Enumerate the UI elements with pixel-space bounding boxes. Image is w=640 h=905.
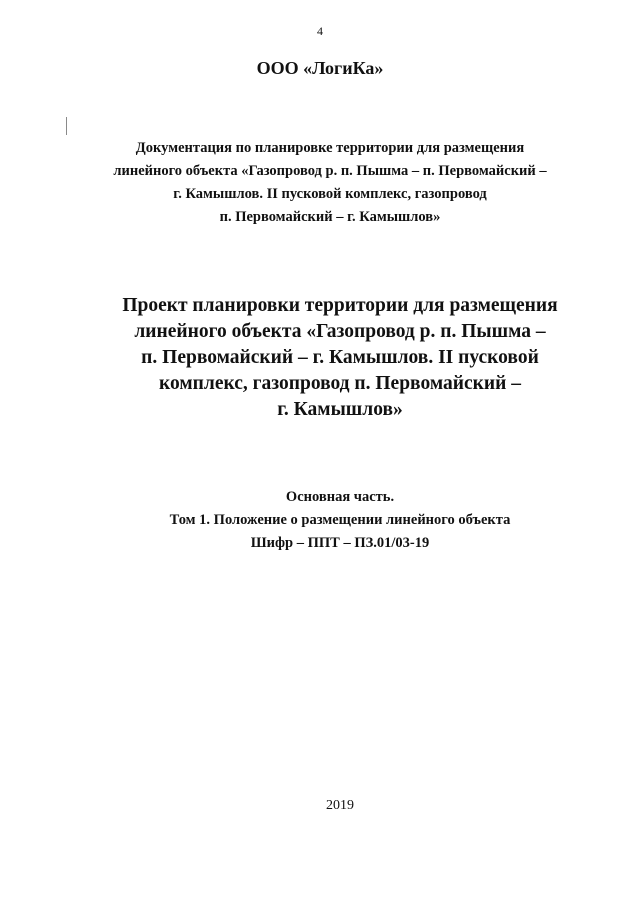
main-part-section: Основная часть. [285,489,395,505]
document-year: 2019 [326,798,354,813]
organization-name: ООО «ЛогиКа» [256,58,384,78]
documentation-title [60,137,600,229]
documentation-title-line: линейного объекта «Газопровод р. п. Пышма – п. Первомайский – [113,163,547,179]
document-code: Шифр – ППТ – ПЗ.01/03-19 [250,535,430,551]
documentation-title-line: Документация по планировке территории для размещения [135,140,525,156]
volume-title: Том 1. Положение о размещении линейного объекта [169,512,511,528]
project-title [60,293,620,423]
project-title-line: Проект планировки территории для размещения [122,295,558,316]
project-title-line: линейного объекта «Газопровод р. п. Пышма – [134,321,546,342]
project-title-line: г. Камышлов» [277,399,403,420]
documentation-title-line: г. Камышлов. II пусковой комплекс, газопровод [173,186,487,202]
project-title-line: комплекс, газопровод п. Первомайский – [159,373,521,394]
main-part-block [40,486,640,555]
text-cursor [66,117,67,135]
project-title-line: п. Первомайский – г. Камышлов. II пусковой [141,347,539,368]
documentation-title-line: п. Первомайский – г. Камышлов» [219,209,441,225]
page-number: 4 [317,24,323,38]
